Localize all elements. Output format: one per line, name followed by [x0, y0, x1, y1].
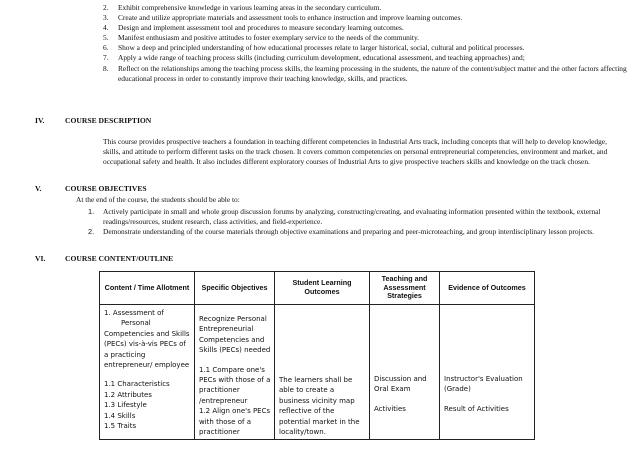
course-content-table [99, 271, 535, 440]
evidence-item: Result of Activities [444, 404, 509, 413]
column-header-content: Content / Time Allotment [100, 272, 195, 305]
column-header-strategies: Teaching and Assessment Strategies [370, 272, 440, 305]
objectives-list [88, 207, 608, 237]
list-number: 6. [103, 43, 109, 53]
list-number: 2. [103, 3, 109, 12]
table-header-row [100, 272, 535, 305]
list-number: 4. [103, 23, 109, 33]
content-topic-rest: Competencies and Skills (PECs) vis-à-vis PECs of a practicing entrepreneur/ employee [104, 329, 190, 370]
content-subtopic: 1.4 Skills [104, 411, 136, 420]
section-heading-content [35, 254, 173, 263]
content-subtopic: 1.3 Lifestyle [104, 401, 147, 410]
list-number: 5. [103, 33, 109, 43]
list-text: Actively participate in small and whole group discussion forums by analyzing, constructing/creating, and evaluating information presented within the textbook, external readings/resources, student research, class activities, and field-experience. [103, 207, 601, 227]
objective-main: Recognize Personal Entrepreneurial Competencies and Skills (PECs) needed [199, 315, 271, 355]
content-subtopic: 1.2 Attributes [104, 390, 152, 399]
section-number: V. [35, 184, 42, 193]
cell-objectives [195, 305, 275, 440]
content-subtopic: 1.1 Characteristics [104, 380, 170, 389]
strategy-item: Activities [374, 404, 406, 413]
list-item [103, 64, 628, 84]
list-text: Show a deep and principled understanding of how educational processes relate to larger historical, social, cultural and political processes. [118, 43, 525, 53]
list-item [103, 33, 628, 43]
list-text: Create and utilize appropriate materials and assessment tools to enhance instruction and improve learning outcomes. [118, 13, 463, 23]
list-text: Demonstrate understanding of the course materials through objective examinations and preparing and peer-microteaching, and group interdisciplinary lesson projects. [103, 227, 594, 237]
list-number: 2. [88, 227, 95, 237]
strategy-item: Discussion and Oral Exam [374, 375, 427, 394]
list-text: Exhibit comprehensive knowledge in various learning areas in the secondary curriculum. [118, 3, 382, 12]
section-title: COURSE DESCRIPTION [65, 116, 152, 125]
section-heading-objectives [35, 184, 147, 193]
cell-outcomes [275, 305, 370, 440]
section-title: COURSE OBJECTIVES [65, 184, 147, 193]
column-header-objectives: Specific Objectives [195, 272, 275, 305]
list-text: Design and implement assessment tool and procedures to measure secondary learning outcomes. [118, 23, 404, 33]
column-header-outcomes: Student Learning Outcomes [275, 272, 370, 305]
section-title: COURSE CONTENT/OUTLINE [65, 254, 174, 263]
column-header-evidence: Evidence of Outcomes [440, 272, 535, 305]
objective-sub: 1.2 Align one's PECs with those of a practitioner [199, 407, 271, 437]
table-row [100, 305, 535, 440]
list-number: 3. [103, 13, 109, 23]
objective-sub: 1.1 Compare one's PECs with those of a practitioner /entrepreneur [199, 365, 271, 405]
cell-evidence [440, 305, 535, 440]
learning-outcome: The learners shall be able to create a business vicinity map reflective of the potential market in the locality/town. [279, 376, 360, 437]
content-topic-line: 1. Assessment of [104, 309, 164, 317]
list-item [103, 53, 628, 63]
course-description-text: This course provides prospective teachers a foundation in teaching different competencies in Industrial Arts track, including concepts that will help to develop knowledge, skills, and attitude to perform different tasks on the track chosen. It covers common competencies on personal entrepreneurial competencies, environment and market, and occupational safety and health. It also includes different exploratory courses of Industrial Arts to give prospective teachers skills and knowledge on the track chosen. [103, 137, 608, 167]
list-item [103, 3, 628, 13]
list-number: 8. [103, 63, 109, 73]
list-number: 7. [103, 53, 109, 63]
content-subtopic: 1.5 Traits [104, 422, 137, 431]
list-item [88, 207, 608, 227]
content-topic-line: Personal [121, 319, 151, 328]
cell-strategies [370, 305, 440, 440]
evidence-item: Instructor's Evaluation (Grade) [444, 375, 523, 394]
section-number: IV. [35, 116, 45, 125]
cell-content [100, 305, 195, 440]
list-text: Manifest enthusiasm and positive attitudes to foster exemplary service to the needs of the community. [118, 33, 420, 43]
list-item [103, 23, 628, 33]
program-outcomes-list [103, 3, 628, 84]
list-number: 1. [88, 207, 95, 216]
list-text: Reflect on the relationships among the teaching process skills, the learning processing in the students, the nature of the content/subject matter and the other factors affecting educational process in order to constantly improve their teaching knowledge, skills, and practices. [118, 63, 627, 83]
section-number: VI. [35, 254, 46, 263]
list-item [88, 227, 608, 237]
list-text: Apply a wide range of teaching process skills (including curriculum development, educational assessment, and teaching approaches) and; [118, 53, 525, 63]
objectives-intro: At the end of the course, the students should be able to: [76, 195, 240, 204]
section-heading-description [35, 116, 151, 125]
list-item [103, 43, 628, 53]
list-item [103, 13, 628, 23]
